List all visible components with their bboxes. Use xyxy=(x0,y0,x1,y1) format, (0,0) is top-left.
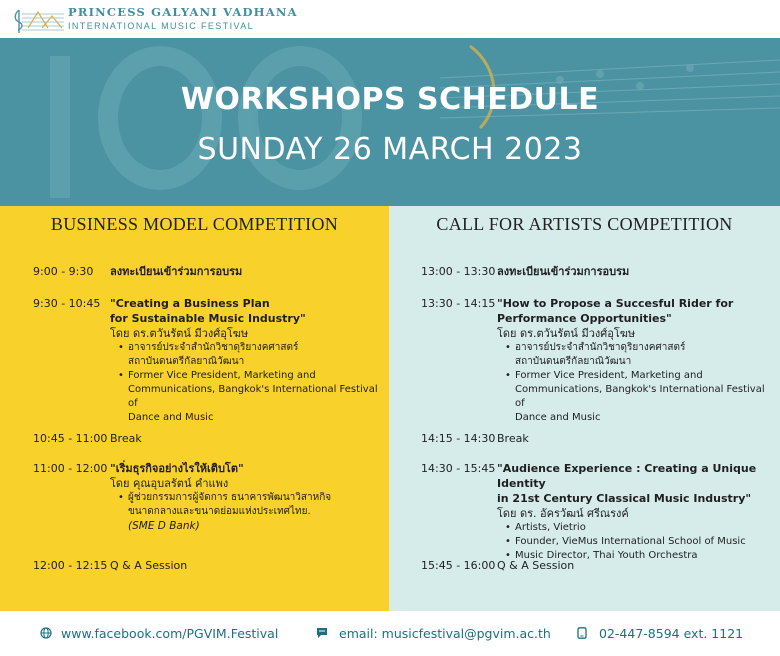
entry-time: 13:00 - 13:30 xyxy=(421,265,496,278)
entry-time: 12:00 - 12:15 xyxy=(33,559,108,572)
entry-time: 14:30 - 15:45 xyxy=(421,462,496,475)
entry-title: Q & A Session xyxy=(110,559,188,572)
entry-title: for Sustainable Music Industry" xyxy=(110,312,306,325)
speaker-role: • Founder, VieMus International School of Music xyxy=(505,535,770,549)
entry-title: Q & A Session xyxy=(497,559,575,572)
entry-time: 15:45 - 16:00 xyxy=(421,559,496,572)
entry-time: 13:30 - 14:15 xyxy=(421,297,496,310)
speaker-role: • Music Director, Thai Youth Orchestra xyxy=(505,549,770,563)
entry-title: Break xyxy=(497,432,529,445)
facebook-link[interactable]: www.facebook.com/PGVIM.Festival xyxy=(61,626,279,641)
speaker-role: • อาจารย์ประจำสำนักวิชาดุริยางคศาสตร์ สถาบันดนตรีกัลยาณิวัฒนา xyxy=(505,341,770,369)
column-heading: BUSINESS MODEL COMPETITION xyxy=(50,214,339,234)
speaker-role: • ผู้ช่วยกรรมการผู้จัดการ ธนาคารพัฒนาวิสาหกิจ ขนาดกลางและขนาดย่อมแห่งประเทศไทย. xyxy=(118,491,379,519)
speaker-role: • Artists, Vietrio xyxy=(505,521,770,535)
entry-time: 9:30 - 10:45 xyxy=(33,297,101,310)
contact-footer xyxy=(0,611,780,656)
speaker-role: • Former Vice President, Marketing and Communications, Bangkok's International Festival of Dance and Music xyxy=(118,369,379,425)
entry-title: "เริ่มธุรกิจอย่างไรให้เติบโต" xyxy=(110,462,244,475)
speaker-role: • อาจารย์ประจำสำนักวิชาดุริยางคศาสตร์ สถาบันดนตรีกัลยาณิวัฒนา xyxy=(118,341,379,369)
brand-name: PRINCESS GALYANI VADHANA xyxy=(68,5,298,19)
entry-time: 11:00 - 12:00 xyxy=(33,462,108,475)
entry-speaker: โดย ดร.ตวันรัตน์ มีวงศ์อุโฆษ xyxy=(497,327,636,340)
email-link[interactable]: email: musicfestival@pgvim.ac.th xyxy=(339,626,551,641)
entry-title: "How to Propose a Succesful Rider for xyxy=(497,297,734,310)
entry-title: Performance Opportunities" xyxy=(497,312,672,325)
entry-title: "Audience Experience : Creating a Unique Identity xyxy=(497,462,757,490)
business-model-column xyxy=(0,206,389,611)
banner-decoration xyxy=(0,38,780,206)
brand-subtitle: INTERNATIONAL MUSIC FESTIVAL xyxy=(68,21,255,31)
schedule-title: WORKSHOPS SCHEDULE xyxy=(180,82,600,117)
phone-icon xyxy=(576,627,588,639)
phone-number[interactable]: 02-447-8594 ext. 1121 xyxy=(599,626,744,641)
schedule-date: SUNDAY 26 MARCH 2023 xyxy=(197,132,583,167)
speaker-role: • Former Vice President, Marketing and Communications, Bangkok's International Festival of Dance and Music xyxy=(505,369,770,425)
entry-time: 9:00 - 9:30 xyxy=(33,265,94,278)
header-bar xyxy=(0,0,780,38)
entry-title: Break xyxy=(110,432,142,445)
entry-speaker: โดย ดร.ตวันรัตน์ มีวงศ์อุโฆษ xyxy=(110,327,249,340)
entry-time: 14:15 - 14:30 xyxy=(421,432,496,445)
entry-speaker: โดย ดร. อัครวัฒน์ ศรีณรงค์ xyxy=(497,507,629,520)
entry-title: ลงทะเบียนเข้าร่วมการอบรม xyxy=(497,265,630,278)
entry-title: ลงทะเบียนเข้าร่วมการอบรม xyxy=(110,265,243,278)
entry-time: 10:45 - 11:00 xyxy=(33,432,108,445)
brand xyxy=(68,5,298,31)
entry-speaker: โดย คุณอุบลรัตน์ คำแพง xyxy=(110,477,229,490)
organization-note: (SME D Bank) xyxy=(128,520,200,532)
globe-icon xyxy=(40,627,52,639)
chat-icon xyxy=(316,627,328,639)
entry-title: in 21st Century Classical Music Industry" xyxy=(497,492,752,505)
title-banner xyxy=(0,38,780,206)
entry-title: "Creating a Business Plan xyxy=(110,297,270,310)
call-for-artists-column xyxy=(389,206,780,611)
festival-logo xyxy=(10,6,66,34)
column-heading: CALL FOR ARTISTS COMPETITION xyxy=(436,214,733,234)
